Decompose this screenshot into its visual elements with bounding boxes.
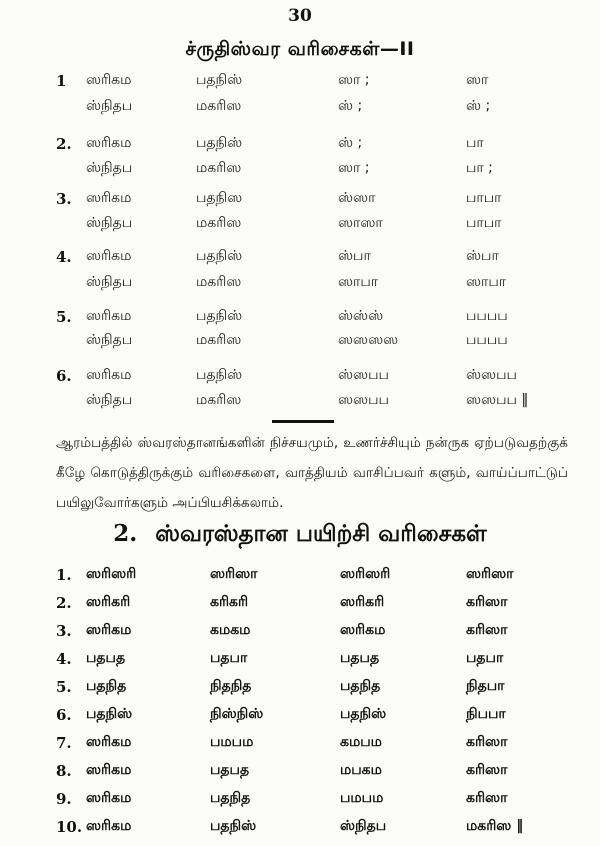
swara-cell: மகரிஸ	[196, 215, 242, 231]
swara-cell: ஸ்நிதப	[86, 274, 133, 290]
section1-row	[0, 72, 600, 96]
row-number: 5.	[56, 678, 72, 696]
swara-cell: கரிகரி	[210, 594, 249, 610]
section1-row	[0, 160, 600, 184]
page-number: 30	[288, 6, 312, 26]
section2-number: 2.	[113, 520, 138, 547]
swara-cell: ஸரிகம	[86, 248, 132, 264]
section2-row	[0, 706, 600, 732]
swara-cell: ஸரிஸரி	[340, 566, 391, 582]
swara-cell: ஸரிகம	[86, 734, 132, 750]
swara-cell: ஸ்நிதப	[86, 98, 133, 114]
swara-cell: ஸ்நிதப	[340, 818, 387, 834]
row-number: 5.	[56, 308, 72, 326]
swara-cell: ஸ் ;	[338, 135, 363, 151]
section1-row	[0, 215, 600, 239]
swara-cell: ஸரிகம	[340, 622, 386, 638]
swara-cell: ஸ்நிதப	[86, 215, 133, 231]
section2-row	[0, 818, 600, 844]
swara-cell: கரிஸா	[466, 790, 508, 806]
swara-cell: ஸாஸா	[338, 215, 383, 231]
swara-cell: கரிஸா	[466, 622, 508, 638]
swara-cell: பா ;	[466, 160, 493, 176]
row-number: 6.	[56, 706, 72, 724]
swara-cell: ஸ் ;	[338, 98, 363, 114]
swara-cell: ஸரிகம	[86, 190, 132, 206]
swara-cell: பதநிஸ்	[196, 367, 243, 383]
section2-title: ஸ்வரஸ்தான பயிற்சி வரிசைகள்	[155, 521, 487, 547]
section1-row	[0, 274, 600, 298]
section2-row	[0, 622, 600, 648]
swara-cell: கரிஸா	[466, 762, 508, 778]
section1-row	[0, 308, 600, 332]
row-number: 2.	[56, 135, 72, 153]
row-number: 7.	[56, 734, 72, 752]
swara-cell: ஸ்நிதப	[86, 332, 133, 348]
swara-cell: மகரிஸ	[196, 392, 242, 408]
section2-row	[0, 566, 600, 592]
swara-cell: மகரிஸ	[196, 160, 242, 176]
section1-row	[0, 248, 600, 272]
section1-row	[0, 392, 600, 416]
section2-row	[0, 790, 600, 816]
swara-cell: கரிஸா	[466, 734, 508, 750]
swara-cell: ஸரிகரி	[340, 594, 385, 610]
swara-cell: ஸ்நிதப	[86, 160, 133, 176]
swara-cell: ஸா	[466, 72, 489, 88]
swara-cell: ஸரிகம	[86, 622, 132, 638]
swara-cell: கரிஸா	[466, 594, 508, 610]
swara-cell: ஸ்ஸபப	[466, 367, 517, 383]
swara-cell: பதபா	[210, 650, 248, 666]
swara-cell: ஸா ;	[338, 72, 370, 88]
swara-cell: மபகம	[340, 762, 382, 778]
swara-cell: ஸரிகம	[86, 762, 132, 778]
row-number: 2.	[56, 594, 72, 612]
swara-cell: ஸரிகம	[86, 790, 132, 806]
swara-cell: ஸாபா	[466, 274, 507, 290]
swara-cell: ஸரிஸா	[466, 566, 514, 582]
swara-cell: ஸ்ஸபப	[338, 367, 389, 383]
row-number: 10.	[56, 818, 83, 836]
row-number: 1.	[56, 566, 72, 584]
swara-cell: ஸ்நிதப	[86, 392, 133, 408]
swara-cell: ஸஸபப	[338, 392, 389, 408]
swara-cell: ஸரிகரி	[86, 594, 131, 610]
row-number: 9.	[56, 790, 72, 808]
swara-cell: நிதபா	[466, 678, 505, 694]
section2-row	[0, 762, 600, 788]
swara-cell: பபபப	[466, 332, 508, 348]
swara-cell: பதநிஸ்	[340, 706, 387, 722]
swara-cell: பதநித	[86, 678, 127, 694]
section2-row	[0, 650, 600, 676]
swara-cell: நிஸ்நிஸ்	[210, 706, 264, 722]
swara-cell: ஸரிகம	[86, 818, 132, 834]
swara-cell: கமகம	[210, 622, 251, 638]
swara-cell: ஸரிகம	[86, 367, 132, 383]
swara-cell: பதபா	[466, 650, 504, 666]
swara-cell: பதநிஸ்	[86, 706, 133, 722]
swara-cell: ஸஸபப ‖	[466, 392, 529, 408]
swara-cell: பதநிஸ்	[210, 818, 257, 834]
section2-row	[0, 594, 600, 620]
row-number: 3.	[56, 622, 72, 640]
row-number: 4.	[56, 248, 72, 266]
section1-title: ச்ருதிஸ்வர வரிசைகள்—II	[185, 38, 415, 60]
swara-cell: ஸரிஸரி	[86, 566, 137, 582]
swara-cell: பதநித	[340, 678, 381, 694]
swara-cell: ஸரிஸா	[210, 566, 258, 582]
swara-cell: மகரிஸ	[196, 98, 242, 114]
section2-heading	[0, 520, 600, 550]
row-number: 1	[56, 72, 67, 90]
swara-cell: கமபம	[340, 734, 382, 750]
row-number: 6.	[56, 367, 72, 385]
swara-cell: பதநிஸ	[196, 190, 243, 206]
section2-row	[0, 678, 600, 704]
row-number: 4.	[56, 650, 72, 668]
section1-row	[0, 98, 600, 122]
swara-cell: ஸ் ;	[466, 98, 491, 114]
swara-cell: பதநிஸ்	[196, 308, 243, 324]
section1-row	[0, 135, 600, 159]
swara-cell: மகரிஸ	[196, 332, 242, 348]
row-number: 8.	[56, 762, 72, 780]
section1-row	[0, 190, 600, 214]
swara-cell: ஸரிகம	[86, 135, 132, 151]
swara-cell: ஸ்பா	[338, 248, 371, 264]
swara-cell: மகரிஸ	[196, 274, 242, 290]
swara-cell: ஸரிகம	[86, 72, 132, 88]
swara-cell: ஸா ;	[338, 160, 370, 176]
swara-cell: ஸஸஸஸ	[338, 332, 399, 348]
swara-cell: பபபப	[466, 308, 508, 324]
instruction-paragraph: ஆரம்பத்தில் ஸ்வரஸ்தானங்களின் நிச்சயமும், உணர்ச்சியும் நன்ருக ஏற்படுவதற்குக் கீழே கொடுத்திருக்கும் வரிசைகளை, வாத்தியம் வாசிப்பவர் களும், வாய்ப்பாட்டுப் பயிலுவோர்களும் அப்பியசிக்கலாம்.	[56, 435, 568, 511]
swara-cell: பமபம	[340, 790, 384, 806]
swara-cell: பதநித	[210, 790, 251, 806]
swara-cell: பா	[466, 135, 484, 151]
swara-cell: நிபபா	[466, 706, 506, 722]
swara-cell: பதநிஸ்	[196, 135, 243, 151]
swara-cell: ஸ்பா	[466, 248, 499, 264]
swara-cell: மகரிஸ ‖	[466, 818, 524, 834]
section1-row	[0, 367, 600, 391]
swara-cell: பமபம	[210, 734, 254, 750]
swara-cell: ஸரிகம	[86, 308, 132, 324]
row-number: 3.	[56, 190, 72, 208]
swara-cell: பதநிஸ்	[196, 72, 243, 88]
swara-cell: ஸாபா	[338, 274, 379, 290]
section-divider	[272, 420, 334, 423]
swara-cell: பதபத	[210, 762, 250, 778]
swara-cell: பதபத	[86, 650, 126, 666]
swara-cell: ஸ்ஸா	[338, 190, 376, 206]
swara-cell: பதநிஸ்	[196, 248, 243, 264]
swara-cell: பதபத	[340, 650, 380, 666]
swara-cell: பாபா	[466, 215, 502, 231]
section2-row	[0, 734, 600, 760]
section1-row	[0, 332, 600, 356]
swara-cell: ஸ்ஸ்ஸ்	[338, 308, 384, 324]
swara-cell: பாபா	[466, 190, 502, 206]
swara-cell: நிதநித	[210, 678, 252, 694]
